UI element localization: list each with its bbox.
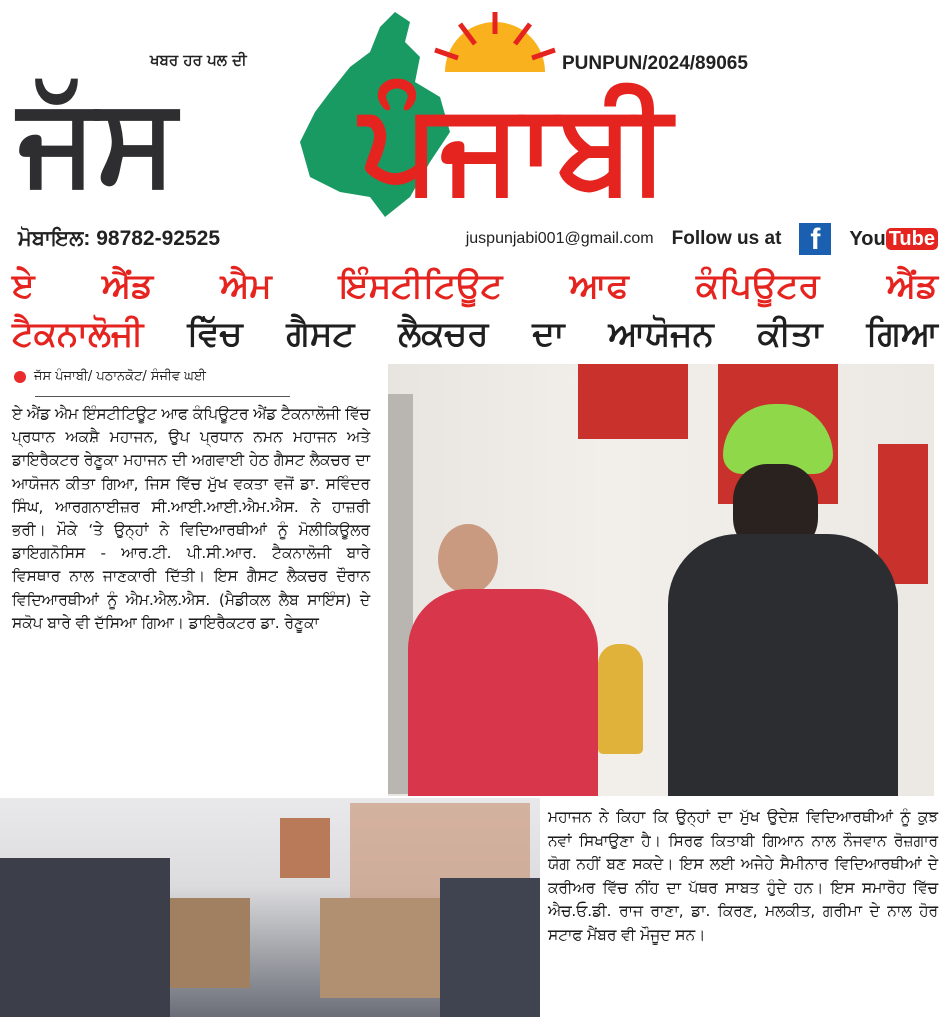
left-column (12, 364, 370, 635)
headline-line-1: ਏ ਐਂਡ ਐਮ ਇੰਸਟੀਟਿਊਟ ਆਫ ਕੰਪਿਊਟਰ ਐਂਡ (12, 266, 938, 306)
seminar-audience-photo (0, 798, 540, 1017)
follow-us-label: Follow us at (671, 228, 782, 249)
youtube-icon (849, 228, 938, 251)
article (0, 262, 950, 1017)
sun-icon (430, 12, 560, 72)
youtube-tube: Tube (886, 228, 938, 250)
headline-rest: ਵਿੱਚ ਗੈਸਟ ਲੈਕਚਰ ਦਾ ਆਯੋਜਨ ਕੀਤਾ ਗਿਆ (143, 314, 938, 354)
headline-line-2 (12, 310, 938, 358)
masthead (0, 0, 950, 262)
divider (35, 396, 290, 397)
contact-row (18, 222, 938, 256)
mobile-contact (18, 227, 220, 251)
facebook-icon: f (799, 223, 831, 255)
article-bottom-row (0, 798, 950, 1017)
article-body-part-2: ਮਹਾਜਨ ਨੇ ਕਿਹਾ ਕਿ ਉਨ੍ਹਾਂ ਦਾ ਮੁੱਖ ਉਦੇਸ਼ ਵਿਦਿਆਰਥੀਆਂ ਨੂੰ ਕੁਝ ਨਵਾਂ ਸਿਖਾਉਣਾ ਹੈ। ਸਿਰਫ ਕਿਤਾਬੀ ਗਿਆਨ ਨਾਲ ਨੌਜਵਾਨ ਰੋਜ਼ਗਾਰ ਯੋਗ ਨਹੀਂ ਬਣ ਸਕਦੇ। ਇਸ ਲਈ ਅਜੇਹੇ ਸੈਮੀਨਾਰ ਵਿਦਿਆਰਥੀਆਂ ਦੇ ਕਰੀਅਰ ਵਿੱਚ ਨੀਂਹ ਦਾ ਪੱਥਰ ਸਾਬਤ ਹੁੰਦੇ ਹਨ। ਇਸ ਸਮਾਰੋਹ ਵਿੱਚ ਐਚ.ਓ.ਡੀ. ਰਾਜ ਰਾਣਾ, ਡਾ. ਕਿਰਣ, ਮਲਕੀਤ, ਗਰੀਮਾ ਦੇ ਨਾਲ ਹੋਰ ਸਟਾਫ ਮੈਂਬਰ ਵੀ ਮੌਜੂਦ ਸਨ। (548, 808, 938, 944)
award-presentation-photo (388, 364, 934, 796)
bullet-dot-icon (14, 371, 26, 383)
logo-jass: ਜੱਸ (18, 72, 177, 211)
byline (12, 368, 370, 386)
headline-red-word: ਟੈਕਨਾਲੋਜੀ (12, 314, 144, 354)
article-top-row (12, 364, 938, 796)
mobile-label: ਮੋਬਾਇਲ: (18, 227, 91, 250)
tagline: ਖਬਰ ਹਰ ਪਲ ਦੀ (150, 51, 247, 69)
logo-punjabi: ਪੰਜਾਬੀ (360, 76, 672, 220)
registration-number: PUNPUN/2024/89065 (562, 53, 748, 74)
youtube-you: You (849, 227, 886, 250)
mobile-number: 98782-92525 (96, 227, 221, 250)
email: juspunjabi001@gmail.com (465, 230, 654, 247)
article-body-part-1: ਏ ਐਂਡ ਐਮ ਇੰਸਟੀਟਿਊਟ ਆਫ ਕੰਪਿਊਟਰ ਐਂਡ ਟੈਕਨਾਲੋਜੀ ਵਿੱਚ ਪ੍ਰਧਾਨ ਅਕਸ਼ੈ ਮਹਾਜਨ, ਉਪ ਪ੍ਰਧਾਨ ਨਮਨ ਮਹਾਜਨ ਅਤੇ ਡਾਇਰੈਕਟਰ ਰੇਣੂਕਾ ਮਹਾਜਨ ਦੀ ਅਗਵਾਈ ਹੇਠ ਗੈਸਟ ਲੈਕਚਰ ਦਾ ਆਯੋਜਨ ਕੀਤਾ ਗਿਆ, ਜਿਸ ਵਿੱਚ ਮੁੱਖ ਵਕਤਾ ਵਜੋਂ ਡਾ. ਸਵਿੰਦਰ ਸਿੰਘ, ਆਰਗਨਾਈਜ਼ਰ ਸੀ.ਆਈ.ਆਈ.ਐਮ.ਐਸ. ਨੇ ਹਾਜ਼ਰੀ ਭਰੀ। ਮੌਕੇ ‘ਤੇ ਉਨ੍ਹਾਂ ਨੇ ਵਿਦਿਆਰਥੀਆਂ ਨੂੰ ਮੋਲੀਕਿਊਲਰ ਡਾਇਗਨੋਸਿਸ - ਆਰ.ਟੀ. ਪੀ.ਸੀ.ਆਰ. ਟੈਕਨਾਲੋਜੀ ਬਾਰੇ ਵਿਸਥਾਰ ਨਾਲ ਜਾਣਕਾਰੀ ਦਿੱਤੀ। ਇਸ ਗੈਸਟ ਲੈਕਚਰ ਦੌਰਾਨ ਵਿਦਿਆਰਥੀਆਂ ਨੂੰ ਐਮ.ਐਲ.ਐਸ. (ਮੈਡੀਕਲ ਲੈਬ ਸਾਇੰਸ) ਦੇ ਸਕੋਪ ਬਾਰੇ ਵੀ ਦੱਸਿਆ ਗਿਆ। ਡਾਇਰੈਕਟਰ ਡਾ. ਰੇਣੂਕਾ (12, 405, 370, 632)
byline-text: ਜੱਸ ਪੰਜਾਬੀ/ ਪਠਾਨਕੋਟ/ ਸੰਜੀਵ ਘਈ (34, 369, 206, 384)
